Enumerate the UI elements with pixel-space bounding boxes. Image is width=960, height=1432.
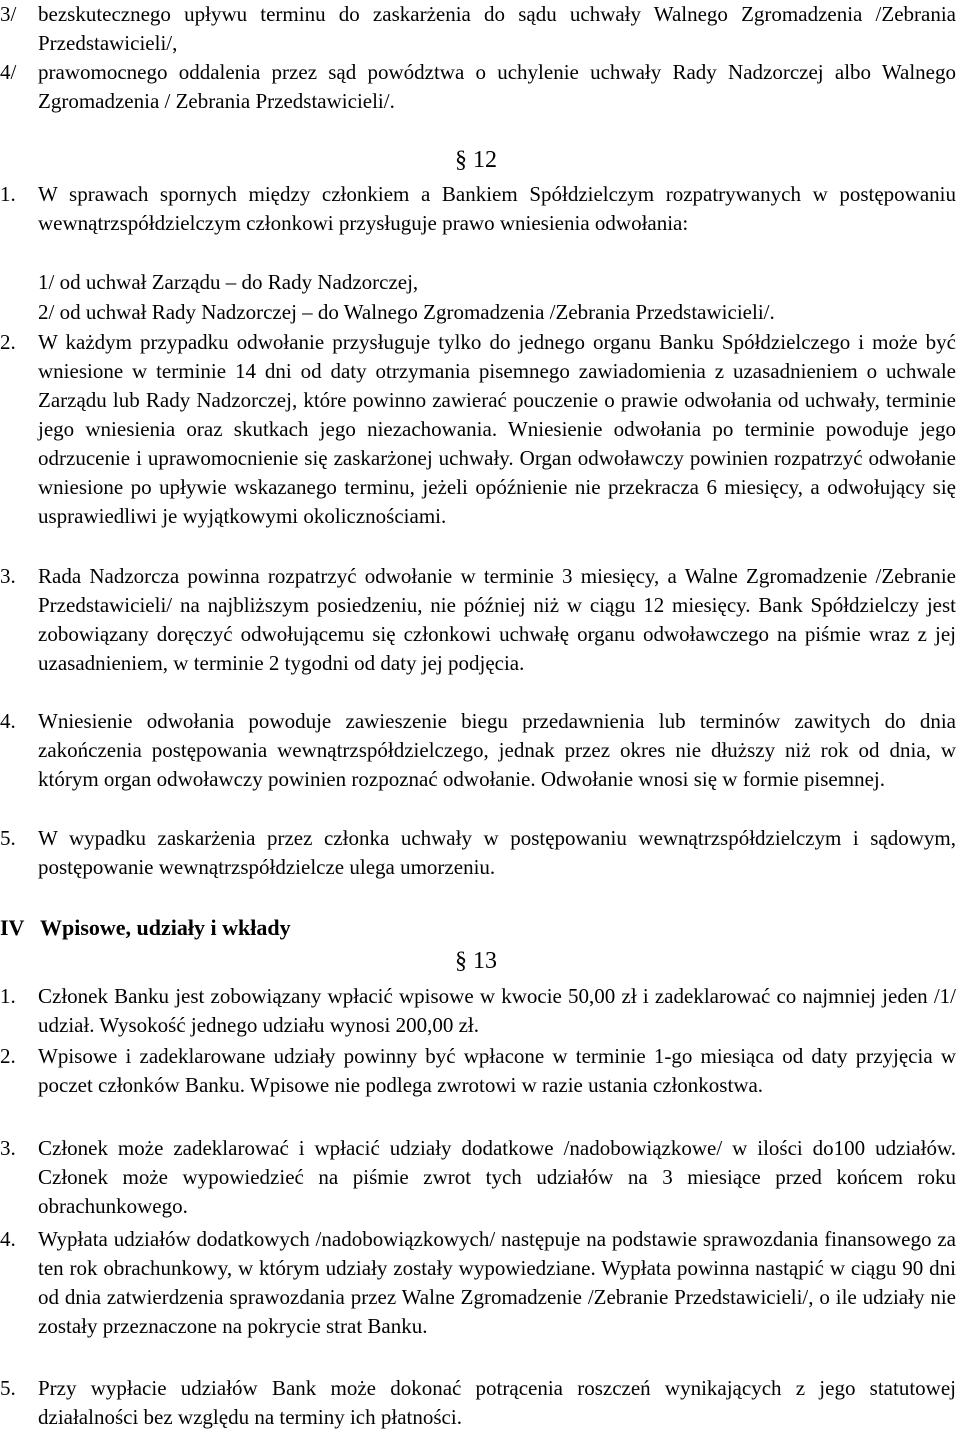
paragraph-text: Rada Nadzorcza powinna rozpatrzyć odwołanie w terminie 3 miesięcy, a Walne Zgromadzenie /Zebranie Przedstawicieli/ na najbliższym posiedzeniu, nie później niż w ciągu 12 miesięcy. Bank Spółdzielczy jest zobowiązany doręczyć odwołującemu się członkowi uchwałę organu odwoławczego na piśmie wraz z jej uzasadnieniem, w terminie 2 tygodni od daty jej podjęcia. [38, 564, 956, 675]
paragraph [0, 180, 956, 238]
item-text: bezskutecznego upływu terminu do zaskarżenia do sądu uchwały Walnego Zgromadzenia /Zebrania Przedstawicieli/, [38, 2, 956, 55]
paragraph-number: 1. [0, 182, 16, 206]
sub-item: 1/ od uchwał Zarządu – do Rady Nadzorczej, [38, 270, 419, 294]
paragraph-number: 5. [0, 826, 16, 850]
paragraph [0, 562, 956, 678]
paragraph-number: 1. [0, 984, 16, 1008]
list-item [0, 58, 956, 116]
paragraph-text: Wniesienie odwołania powoduje zawieszenie biegu przedawnienia lub terminów zawitych do dnia zakończenia postępowania wewnątrzspółdzielczego, jednak przez okres nie dłuższy niż rok od dnia, w którym organ odwoławczy powinien rozpoznać odwołanie. Odwołanie wnosi się w formie pisemnej. [38, 709, 956, 791]
paragraph [0, 328, 956, 531]
paragraph-number: 3. [0, 564, 16, 588]
list-item [0, 0, 956, 58]
chapter-heading [0, 913, 291, 942]
paragraph-number: 5. [0, 1376, 16, 1400]
section-heading: § 12 [455, 147, 497, 173]
paragraph-number: 2. [0, 1044, 16, 1068]
paragraph-number: 4. [0, 1227, 16, 1251]
paragraph [0, 1042, 956, 1100]
paragraph-text: Przy wypłacie udziałów Bank może dokonać potrącenia roszczeń wynikających z jego statutowej działalności bez względu na terminy ich płatności. [38, 1376, 956, 1429]
paragraph-text: Członek Banku jest zobowiązany wpłacić wpisowe w kwocie 50,00 zł i zadeklarować co najmniej jeden /1/ udział. Wysokość jednego udziału wynosi 200,00 zł. [38, 984, 956, 1037]
item-text: prawomocnego oddalenia przez sąd powództwa o uchylenie uchwały Rady Nadzorczej albo Walnego Zgromadzenia / Zebrania Przedstawicieli/. [38, 60, 956, 113]
item-number: 3/ [0, 2, 17, 26]
paragraph-number: 2. [0, 330, 16, 354]
section-heading: § 13 [455, 948, 497, 974]
paragraph-text: Członek może zadeklarować i wpłacić udziały dodatkowe /nadobowiązkowe/ w ilości do100 udziałów. Członek może wypowiedzieć na piśmie zwrot tych udziałów na 3 miesiące przed końcem roku obrachunkowego. [38, 1136, 956, 1218]
paragraph [0, 1374, 956, 1432]
paragraph [0, 982, 956, 1040]
item-number: 4/ [0, 60, 17, 84]
paragraph-text: W wypadku zaskarżenia przez członka uchwały w postępowaniu wewnątrzspółdzielczym i sądowym, postępowanie wewnątrzspółdzielcze ulega umorzeniu. [38, 826, 956, 879]
paragraph [0, 824, 956, 882]
paragraph-number: 4. [0, 709, 16, 733]
paragraph-text: Wpisowe i zadeklarowane udziały powinny być wpłacone w terminie 1-go miesiąca od daty przyjęcia w poczet członków Banku. Wpisowe nie podlega zwrotowi w razie ustania członkostwa. [38, 1044, 956, 1097]
paragraph [0, 707, 956, 794]
paragraph-number: 3. [0, 1136, 16, 1160]
chapter-number: IV [0, 915, 25, 940]
chapter-title: Wpisowe, udziały i wkłady [40, 915, 291, 940]
paragraph-text: Wypłata udziałów dodatkowych /nadobowiązkowych/ następuje na podstawie sprawozdania finansowego za ten rok obrachunkowy, w którym udziały zostały wypowiedziane. Wypłata powinna nastąpić w ciągu 90 dni od dnia zatwierdzenia sprawozdania przez Walne Zgromadzenie /Zebranie Przedstawicieli/, o ile udziały nie zostały przeznaczone na pokrycie strat Banku. [38, 1227, 956, 1338]
paragraph [0, 1134, 956, 1221]
paragraph-text: W każdym przypadku odwołanie przysługuje tylko do jednego organu Banku Spółdzielczego i może być wniesione w terminie 14 dni od daty otrzymania pisemnego zawiadomienia z uzasadnieniem o uchwale Zarządu lub Rady Nadzorczej, które powinno zawierać pouczenie o prawie odwołania od uchwały, terminie jego wniesienia oraz skutkach jego niezachowania. Wniesienie odwołania po terminie powoduje jego odrzucenie i uprawomocnienie się zaskarżonej uchwały. Organ odwoławczy powinien rozpatrzyć odwołanie wniesione po upływie wskazanego terminu, jeżeli opóźnienie nie przekracza 6 miesięcy, a odwołujący się usprawiedliwi je wyjątkowymi okolicznościami. [38, 330, 956, 528]
paragraph-text: W sprawach spornych między członkiem a Bankiem Spółdzielczym rozpatrywanych w postępowaniu wewnątrzspółdzielczym członkowi przysługuje prawo wniesienia odwołania: [38, 182, 956, 235]
sub-item: 2/ od uchwał Rady Nadzorczej – do Walnego Zgromadzenia /Zebrania Przedstawicieli/. [38, 300, 775, 324]
paragraph [0, 1225, 956, 1341]
